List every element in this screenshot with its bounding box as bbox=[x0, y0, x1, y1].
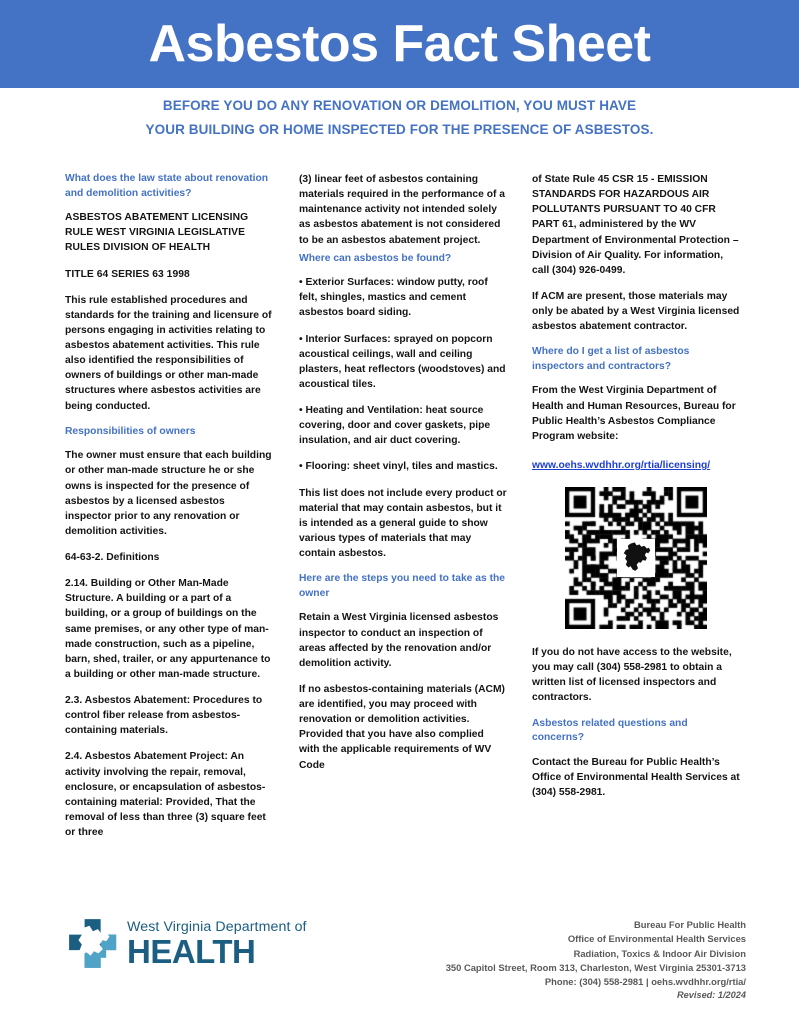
para-retain-inspector: Retain a West Virginia licensed asbestos inspector to conduct an inspection of areas affected by the renovation and/or demolition activity. bbox=[299, 612, 499, 669]
licensing-website-link[interactable]: www.oehs.wvdhhr.org/rtia/licensing/ bbox=[532, 459, 711, 471]
column-1 bbox=[65, 172, 273, 840]
logo-text bbox=[127, 918, 307, 971]
bullet-flooring: • Flooring: sheet vinyl, tiles and mastics. bbox=[299, 461, 498, 473]
para-contact-bureau: Contact the Bureau for Public Health’s Office of Environmental Health Services at (304) 558-2981. bbox=[532, 756, 740, 799]
wv-health-logo bbox=[66, 918, 307, 970]
para-linear-feet-continued: (3) linear feet of asbestos containing materials required in the performance of a maintenance activity not intended solely as asbestos abatement is not considered to be an asbestos abatement project. bbox=[299, 174, 505, 246]
subheader-line-1: BEFORE YOU DO ANY RENOVATION OR DEMOLITION, YOU MUST HAVE bbox=[162, 98, 637, 113]
west-virginia-shape-icon bbox=[619, 541, 653, 575]
para-def-24: 2.4. Asbestos Abatement Project: An activity involving the repair, removal, enclosure, or encapsulation of asbestos-containing material: Provided, That the removal of less than three (3) square feet or three bbox=[65, 751, 266, 839]
bullet-exterior-surfaces: • Exterior Surfaces: window putty, roof felt, shingles, mastics and cement asbestos board siding. bbox=[299, 277, 488, 319]
para-title-series: TITLE 64 SERIES 63 1998 bbox=[65, 268, 190, 280]
footer-phone-web: Phone: (304) 558-2981 | oehs.wvdhhr.org/rtia/ bbox=[544, 976, 746, 988]
qr-code-container bbox=[532, 487, 740, 629]
cross-with-state-icon bbox=[66, 918, 122, 970]
header-banner bbox=[0, 0, 799, 88]
heading-where-found: Where can asbestos be found? bbox=[299, 252, 452, 264]
bullet-heating-ventilation: • Heating and Ventilation: heat source covering, door and cover gaskets, pipe insulation, and air duct covering. bbox=[299, 405, 491, 447]
footer-division: Radiation, Toxics & Indoor Air Division bbox=[573, 947, 746, 959]
qr-code[interactable] bbox=[565, 487, 707, 629]
para-no-web-access: If you do not have access to the website, you may call (304) 558-2981 to obtain a written list of licensed inspectors and contractors. bbox=[532, 647, 732, 704]
para-def-214: 2.14. Building or Other Man-Made Structure. A building or a part of a building, or a group of buildings on the same premises, or any other type of man-made construction, such as a pipeline, barn, shed, trailer, or any appurtenance to a building or other man-made structure. bbox=[65, 578, 271, 680]
para-from-wv-dhhr: From the West Virginia Department of Health and Human Resources, Bureau for Public Health’s Asbestos Compliance Program website: bbox=[532, 385, 736, 442]
health-cross-icon bbox=[66, 918, 122, 970]
logo-line-health: HEALTH bbox=[127, 933, 256, 971]
footer bbox=[0, 905, 799, 1034]
para-def-23: 2.3. Asbestos Abatement: Procedures to control fiber release from asbestos-containing materials. bbox=[65, 695, 263, 737]
heading-get-list: Where do I get a list of asbestos inspectors and contractors? bbox=[532, 346, 690, 372]
heading-questions-concerns: Asbestos related questions and concerns? bbox=[532, 717, 688, 744]
page-title: Asbestos Fact Sheet bbox=[148, 15, 651, 73]
footer-revised-date: Revised: 1/2024 bbox=[677, 990, 746, 1001]
footer-office: Office of Environmental Health Services bbox=[567, 933, 746, 945]
heading-responsibilities: Responsibilities of owners bbox=[65, 425, 196, 437]
para-state-rule-45csr15: of State Rule 45 CSR 15 - EMISSION STANDARDS FOR HAZARDOUS AIR POLLUTANTS PURSUANT TO 40 CFR PART 61, administered by the WV Department of Environmental Protection – Division of Air Quality. For information, call (304) 926-0499. bbox=[532, 174, 739, 276]
para-no-acm: If no asbestos-containing materials (ACM) are identified, you may proceed with renovation or demolition activities. Provided that you have also complied with the applicable requirements of WV Code bbox=[299, 683, 505, 771]
column-2 bbox=[299, 172, 507, 773]
footer-bureau: Bureau For Public Health bbox=[634, 919, 746, 930]
para-rule-description: This rule established procedures and standards for the training and licensure of persons engaging in activities relating to asbestos abatement activities. This rule also identified the responsibilities of owners of buildings or other man-made structures where asbestos activities are being conducted. bbox=[65, 294, 272, 412]
footer-contact-block bbox=[446, 918, 746, 1003]
para-licensing-rule: ASBESTOS ABATEMENT LICENSING RULE WEST VIRGINIA LEGISLATIVE RULES DIVISION OF HEALTH bbox=[65, 212, 249, 254]
heading-law-state: What does the law state about renovation and demolition activities? bbox=[65, 173, 269, 199]
logo-line-department: West Virginia Department of bbox=[127, 918, 307, 935]
bullet-interior-surfaces: • Interior Surfaces: sprayed on popcorn acoustical ceilings, wall and ceiling plasters, heat reflectors (woodstoves) and acoustical tiles. bbox=[299, 333, 506, 390]
subheader-line-2: YOUR BUILDING OR HOME INSPECTED FOR THE PRESENCE OF ASBESTOS. bbox=[145, 121, 654, 137]
heading-steps-owner: Here are the steps you need to take as the owner bbox=[299, 573, 506, 599]
subheader bbox=[0, 94, 799, 141]
column-3 bbox=[532, 172, 740, 800]
footer-address: 350 Capitol Street, Room 313, Charleston, West Virginia 25301-3713 bbox=[445, 961, 746, 973]
wv-state-badge bbox=[617, 539, 655, 577]
para-acm-present: If ACM are present, those materials may only be abated by a West Virginia licensed asbestos abatement contractor. bbox=[532, 290, 740, 333]
para-list-disclaimer: This list does not include every product or material that may contain asbestos, but it is intended as a general guide to show various types of materials that may contain asbestos. bbox=[299, 487, 507, 560]
para-owner-must-ensure: The owner must ensure that each building or other man-made structure he or she owns is inspected for the presence of asbestos by a licensed asbestos inspector prior to any renovation or demolition activities. bbox=[65, 450, 272, 537]
para-definitions-header: 64-63-2. Definitions bbox=[65, 552, 160, 564]
